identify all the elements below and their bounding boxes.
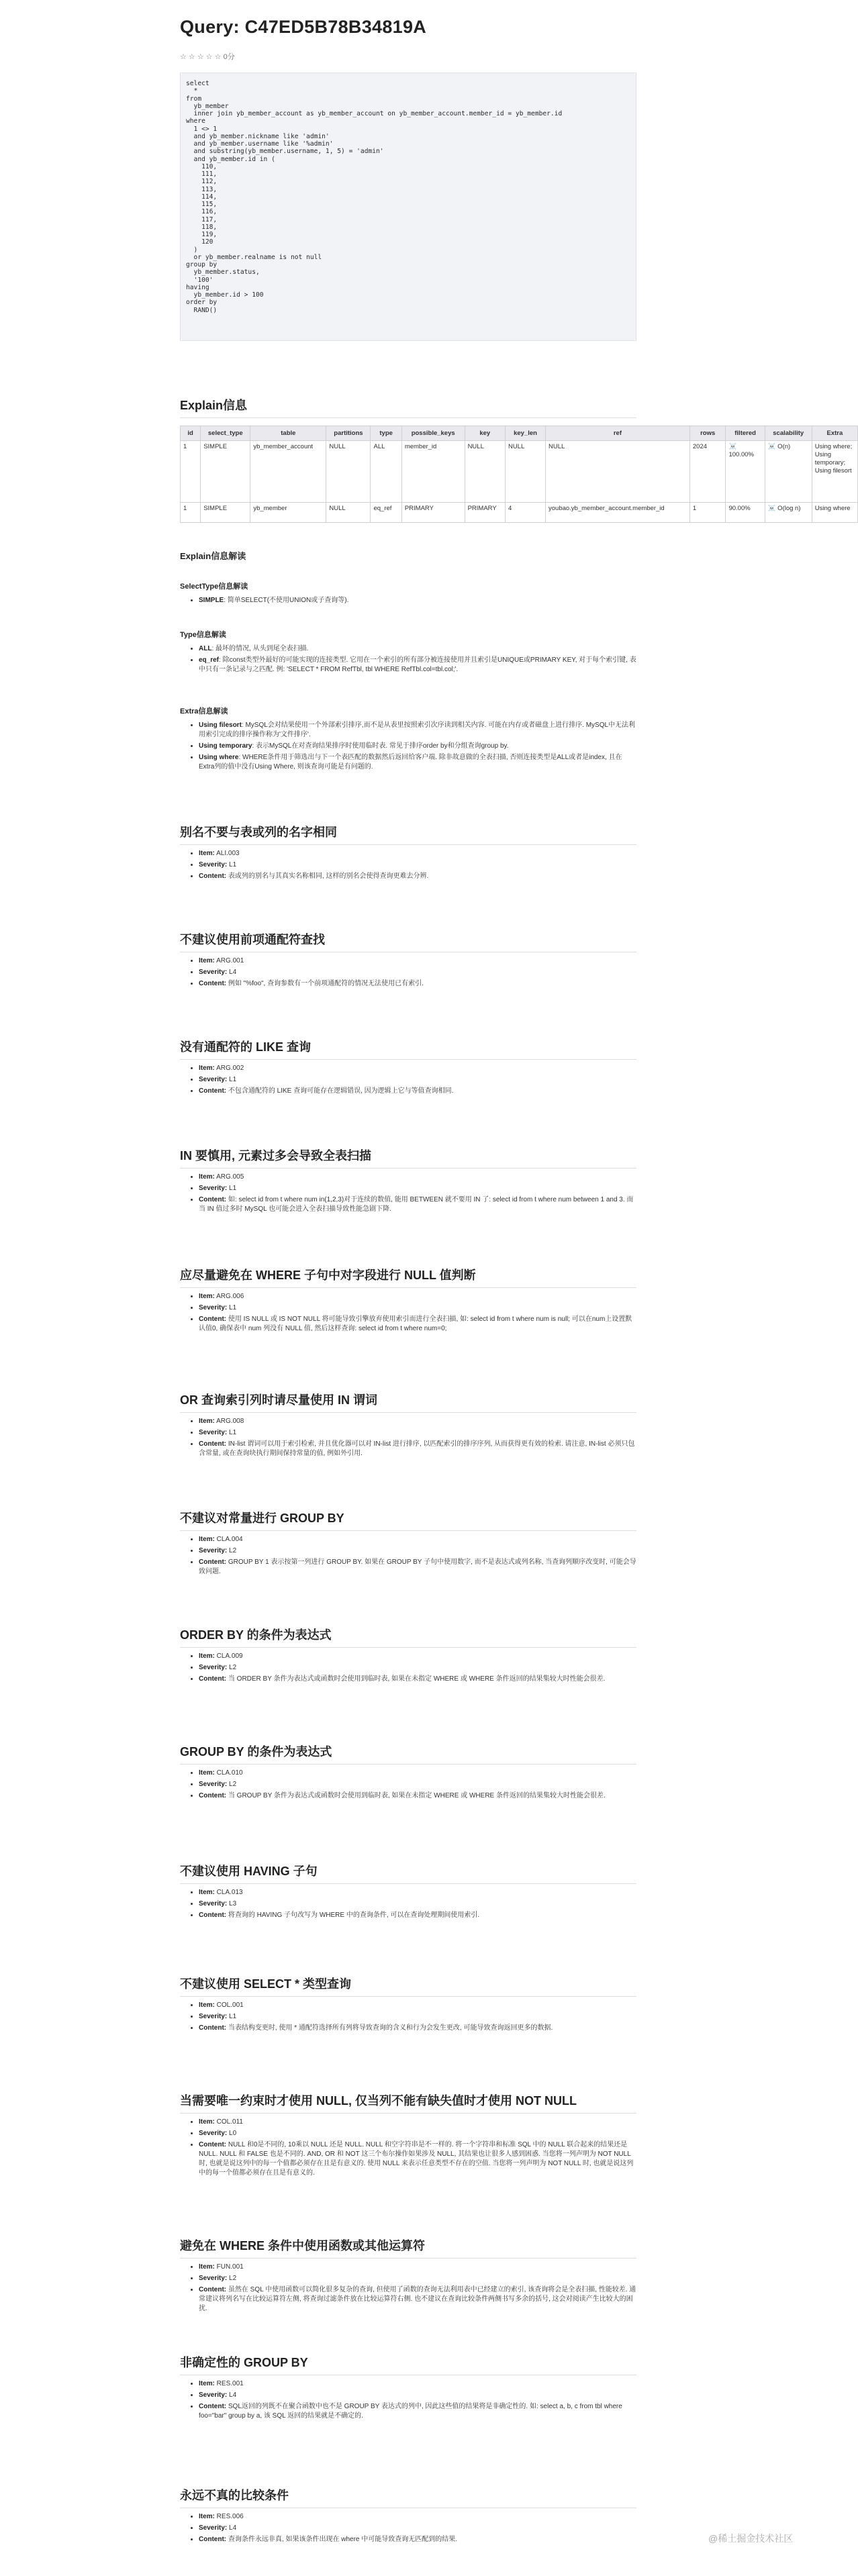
explain-col-header: filtered (726, 426, 765, 441)
rule-severity (199, 2274, 636, 2283)
rule-severity-value: L1 (227, 2013, 237, 2020)
rule-item-value: ARG.008 (214, 1418, 244, 1425)
rule-details (180, 2001, 636, 2033)
rule-severity-value: L2 (227, 1547, 237, 1554)
rule-severity (199, 1663, 636, 1673)
table-cell: Using where (812, 503, 857, 523)
rule-item-label: Item: (199, 2118, 215, 2126)
rule-item (199, 1652, 636, 1661)
rule-severity (199, 2129, 636, 2138)
rule-section (180, 2355, 636, 2423)
rule-severity-label: Severity: (199, 1900, 228, 1908)
rule-item (199, 1535, 636, 1544)
rule-content-value: 查询条件永远非真, 如果该条件出现在 where 中可能导致查询无匹配到的结果. (226, 2536, 458, 2543)
rule-section (180, 824, 636, 883)
rule-details (180, 2118, 636, 2178)
rule-item-value: RES.006 (214, 2513, 244, 2520)
rule-section (180, 1627, 636, 1686)
explain-table-body (181, 441, 858, 523)
rule-severity-value: L2 (227, 2275, 237, 2282)
rule-content-label: Content: (199, 1912, 227, 1919)
rule-item-value: CLA.004 (214, 1536, 243, 1543)
rule-severity-label: Severity: (199, 2013, 228, 2020)
rule-content (199, 1558, 636, 1577)
rule-severity-label: Severity: (199, 1547, 228, 1554)
rule-content-label: Content: (199, 2403, 227, 2410)
table-cell: 4 (506, 503, 546, 523)
rule-severity-label: Severity: (199, 2275, 228, 2282)
table-cell: 90.00% (726, 503, 765, 523)
rule-section (180, 1148, 636, 1216)
rule-severity (199, 1899, 636, 1909)
explain-heading: Explain信息 (180, 397, 636, 418)
rule-details (180, 2263, 636, 2314)
item-label: Using temporary (199, 742, 252, 750)
item-text: : 简单SELECT(不使用UNION或子查询等). (224, 597, 349, 604)
rule-content-label: Content: (199, 1196, 227, 1203)
rule-item (199, 1173, 636, 1182)
rule-content (199, 2140, 636, 2178)
extra-info-block (180, 706, 636, 774)
rule-heading: 避免在 WHERE 条件中使用函数或其他运算符 (180, 2238, 636, 2259)
type-info-block (180, 630, 636, 677)
explain-col-header: select_type (201, 426, 250, 441)
rule-section (180, 932, 636, 991)
rule-section (180, 2487, 636, 2546)
rule-severity-value: L0 (227, 2130, 237, 2137)
explain-col-header: scalability (765, 426, 812, 441)
rule-item-value: CLA.010 (214, 1769, 243, 1777)
rule-content (199, 1195, 636, 1214)
rule-severity-label: Severity: (199, 1076, 228, 1083)
explain-col-header: key (465, 426, 505, 441)
list-item (199, 596, 636, 605)
item-text: : 除const类型外最好的可能实现的连接类型. 它用在一个索引的所有部分被连接使用并且索引是UNIQUE或PRIMARY KEY, 对于每个索引键, 表中只有一条记录与之匹配. 例: 'SELECT * FROM RefTbl, tbl WHERE RefTbl.col=tbl.col;'. (199, 656, 636, 673)
rule-heading: 不建议使用 HAVING 子句 (180, 1863, 636, 1884)
rule-severity (199, 2524, 636, 2533)
table-cell: member_id (401, 441, 465, 503)
rule-content-label: Content: (199, 873, 227, 880)
rule-content-value: 使用 IS NULL 或 IS NOT NULL 将可能导致引擎放弃使用索引而进行全表扫描, 如: select id from t where num is null; 可以在num上设置默认值0, 确保表中 num 列没有 NULL 值, 然后这样查询: select id from t where num=0; (199, 1316, 632, 1332)
rule-details (180, 1769, 636, 1801)
rule-content-value: 当 ORDER BY 条件为表达式或函数时会使用到临时表, 如果在未指定 WHERE 或 WHERE 条件返回的结果集较大时性能会很差. (226, 1675, 606, 1683)
explain-col-header: table (250, 426, 326, 441)
table-cell: NULL (326, 503, 371, 523)
list-item (199, 656, 636, 675)
item-label: SIMPLE (199, 597, 224, 604)
rule-severity-value: L4 (227, 969, 237, 976)
rule-heading: 非确定性的 GROUP BY (180, 2355, 636, 2375)
rule-content-value: NULL 和0是不同的, 10乘以 NULL 还是 NULL. NULL 和空字符串是不一样的. 将一个字符串和标准 SQL 中的 NULL 联合起来的结果还是 NULL. NULL 和 FALSE 也是不同的. AND, OR 和 NOT 这三个布尔操作如果涉及 NULL, 其结果也让很多人感到困惑. 当您将一列声明为 NOT NULL 时, 也就是说这列中的每一个值都必须存在且是有意义的. 使用 NULL 来表示任意类型不存在的空值. 当您将一列声明为 NOT NULL 时, 也就是说这列中的每一个值都必须存在且是有意义的. (199, 2141, 634, 2177)
rule-content-label: Content: (199, 1675, 227, 1683)
rule-details (180, 1535, 636, 1577)
table-cell: 1 (181, 503, 201, 523)
rule-severity-label: Severity: (199, 1781, 228, 1788)
rule-content-value: GROUP BY 1 表示按第一列进行 GROUP BY. 如果在 GROUP BY 子句中使用数字, 而不是表达式或列名称, 当查询列顺序改变时, 可能会导致问题. (199, 1558, 636, 1575)
rule-severity (199, 1303, 636, 1313)
rule-severity-value: L1 (227, 1076, 237, 1083)
table-cell: NULL (506, 441, 546, 503)
rule-section (180, 2238, 636, 2316)
rule-content (199, 2285, 636, 2314)
rule-severity-value: L2 (227, 1664, 237, 1671)
rule-severity (199, 1075, 636, 1085)
rule-heading: 没有通配符的 LIKE 查询 (180, 1039, 636, 1060)
rule-item-label: Item: (199, 1769, 215, 1777)
rule-section (180, 2093, 636, 2180)
type-info-list (180, 644, 636, 675)
rule-heading: ORDER BY 的条件为表达式 (180, 1627, 636, 1648)
list-item (199, 721, 636, 740)
rule-severity-value: L1 (227, 1429, 237, 1436)
watermark: @稀土掘金技术社区 (708, 2533, 794, 2544)
rule-details (180, 1173, 636, 1214)
rule-details (180, 1888, 636, 1920)
table-cell: 1 (689, 503, 726, 523)
rule-item (199, 1292, 636, 1301)
table-cell: PRIMARY (401, 503, 465, 523)
rule-item-value: RES.001 (214, 2380, 244, 2387)
rule-section (180, 1039, 636, 1098)
rule-severity (199, 2391, 636, 2400)
rule-content (199, 1315, 636, 1334)
table-cell: PRIMARY (465, 503, 505, 523)
rule-content-label: Content: (199, 1087, 227, 1095)
rule-content-label: Content: (199, 1792, 227, 1799)
item-text: : MySQL会对结果使用一个外部索引排序,而不是从表里按照索引次序读到相关内容. 可能在内存或者磁盘上进行排序. MySQL中无法利用索引完成的排序操作称为'文件排序'. (199, 722, 636, 738)
rule-item (199, 1769, 636, 1778)
rule-content-label: Content: (199, 2286, 227, 2293)
table-cell: 1 (181, 441, 201, 503)
rule-content-value: 例如 "%foo", 查询参数有一个前项通配符的情况无法使用已有索引. (226, 980, 424, 987)
rule-item (199, 1064, 636, 1073)
rule-item-value: ARG.001 (214, 957, 244, 964)
list-item (199, 753, 636, 772)
rule-details (180, 1292, 636, 1334)
rule-severity (199, 2012, 636, 2022)
rule-section (180, 1744, 636, 1803)
item-text: : 最坏的情况, 从头到尾全表扫描. (211, 645, 309, 652)
rule-item-value: ALI.003 (214, 850, 240, 857)
explain-table-wrapper (180, 426, 858, 523)
list-item (199, 644, 636, 654)
rule-content (199, 2024, 636, 2033)
item-text: : 表示MySQL在对查询结果排序时使用临时表. 常见于排序order by和分组查询group by. (252, 742, 509, 750)
rule-content-value: IN-list 谓词可以用于索引检索, 并且优化器可以对 IN-list 进行排序, 以匹配索引的排序序列, 从而获得更有效的检索. 请注意, IN-list 必须只包含常量, 或在查询块执行期间保持常量的值, 例如外引用. (199, 1440, 635, 1457)
table-cell: ☠️ O(n) (765, 441, 812, 503)
table-cell: youbao.yb_member_account.member_id (546, 503, 690, 523)
rule-content (199, 1675, 636, 1684)
rule-item (199, 956, 636, 966)
extra-info-heading: Extra信息解读 (180, 707, 228, 715)
rule-item-label: Item: (199, 1173, 215, 1181)
rule-details (180, 849, 636, 881)
rule-item-label: Item: (199, 957, 215, 964)
rule-severity-label: Severity: (199, 1185, 228, 1192)
rule-heading: 永远不真的比较条件 (180, 2487, 636, 2508)
item-text: : WHERE条件用于筛选出与下一个表匹配的数据然后返回给客户端. 除非故意做的全表扫描, 否则连接类型是ALL或者是index, 且在Extra列的值中没有Using Where, 则该查询可能是有问题的. (199, 754, 622, 771)
rule-item-label: Item: (199, 1064, 215, 1072)
rule-severity-value: L4 (227, 2391, 237, 2399)
rule-content-value: 如: select id from t where num in(1,2,3)对于连续的数值, 能用 BETWEEN 就不要用 IN 了: select id from t where num between 1 and 3. 而当 IN 值过多时 MySQL 也可能会进入全表扫描导致性能急剧下降. (199, 1196, 634, 1213)
table-cell: yb_member_account (250, 441, 326, 503)
rule-severity-label: Severity: (199, 2130, 228, 2137)
table-cell: NULL (465, 441, 505, 503)
rule-item-label: Item: (199, 1889, 215, 1896)
rule-item (199, 2379, 636, 2389)
rule-details (180, 1417, 636, 1458)
rule-content-label: Content: (199, 1558, 227, 1566)
rule-item-value: ARG.006 (214, 1293, 244, 1300)
rule-item (199, 2118, 636, 2127)
rule-severity-label: Severity: (199, 1429, 228, 1436)
rule-item-value: COL.011 (214, 2118, 243, 2126)
rule-severity-value: L1 (227, 1185, 237, 1192)
rule-item-value: ARG.002 (214, 1064, 244, 1072)
rule-content (199, 1791, 636, 1801)
rule-content-value: 不包含通配符的 LIKE 查询可能存在逻辑错误, 因为逻辑上它与等值查询相同. (226, 1087, 454, 1095)
select-type-heading: SelectType信息解读 (180, 583, 248, 591)
list-item (199, 742, 636, 751)
rule-item-value: FUN.001 (214, 2263, 244, 2271)
table-row (181, 441, 858, 503)
rule-heading: 当需要唯一约束时才使用 NULL, 仅当列不能有缺失值时才使用 NOT NULL (180, 2093, 636, 2114)
rule-item (199, 1888, 636, 1897)
rule-item-label: Item: (199, 2513, 215, 2520)
rule-item (199, 849, 636, 858)
rule-content (199, 2402, 636, 2421)
rule-content (199, 979, 636, 989)
rule-content-label: Content: (199, 1316, 227, 1323)
rating-stars: ☆ ☆ ☆ ☆ ☆ 0分 (180, 53, 235, 61)
rule-content-value: SQL返回的列既不在聚合函数中也不是 GROUP BY 表达式的列中, 因此这些值的结果将是非确定性的. 如: select a, b, c from tbl where foo="bar" group by a, 该 SQL 返回的结果就是不确定的. (199, 2403, 622, 2420)
rule-severity (199, 968, 636, 977)
select-type-block (180, 581, 636, 607)
rule-item-label: Item: (199, 1293, 215, 1300)
table-cell: ALL (371, 441, 401, 503)
table-cell: NULL (546, 441, 690, 503)
table-cell: Using where; Using temporary; Using filesort (812, 441, 857, 503)
rule-heading: OR 查询索引列时请尽量使用 IN 谓词 (180, 1392, 636, 1413)
sql-code-block: select * from yb_member inner join yb_member_account as yb_member_account on yb_member_account.member_id = yb_member.id where 1 <> 1 and yb_member.nickname like 'admin' and yb_member.username like '%admin' and substring(yb_member.username, 1, 5) = 'admin' and yb_member.id in ( 110, 111, 112, 113, 114, 115, 116, 117, 118, 119, 120 ) or yb_member.realname is not null group by yb_member.status, '100' having yb_member.id > 100 order by RAND() (180, 72, 636, 341)
rule-content-value: 当表结构变更时, 使用 * 通配符选择所有列将导致查询的含义和行为会发生更改, 可能导致查询返回更多的数据. (226, 2024, 553, 2032)
page-title: Query: C47ED5B78B34819A (180, 17, 427, 37)
rule-content-label: Content: (199, 980, 227, 987)
rule-section (180, 1510, 636, 1579)
report-page (180, 0, 636, 341)
type-info-heading: Type信息解读 (180, 631, 226, 639)
rule-item (199, 2263, 636, 2272)
rule-heading: 不建议使用 SELECT * 类型查询 (180, 1976, 636, 1997)
rule-section (180, 1267, 636, 1336)
rule-severity (199, 1780, 636, 1789)
rule-severity-label: Severity: (199, 2524, 228, 2532)
rule-item-label: Item: (199, 2263, 215, 2271)
rule-content-value: 虽然在 SQL 中使用函数可以简化很多复杂的查询, 但使用了函数的查询无法利用表中已经建立的索引, 该查询将会是全表扫描, 性能较差. 通常建议将列名写在比较运算符左侧, 将查询过滤条件放在比较运算符右侧. 也不建议在查询比较条件两侧书写多余的括号, 这会对阅读产生比较大的困扰. (199, 2286, 636, 2312)
rule-heading: GROUP BY 的条件为表达式 (180, 1744, 636, 1765)
rule-content-label: Content: (199, 2141, 227, 2148)
rule-severity-label: Severity: (199, 969, 228, 976)
rule-heading: 不建议使用前项通配符查找 (180, 932, 636, 952)
table-cell: 2024 (689, 441, 726, 503)
rule-content-label: Content: (199, 2024, 227, 2032)
table-cell: ☠️ 100.00% (726, 441, 765, 503)
rule-details (180, 1652, 636, 1684)
rule-item-value: COL.001 (214, 2001, 244, 2009)
rule-item-label: Item: (199, 1536, 215, 1543)
rule-heading: 应尽量避免在 WHERE 子句中对字段进行 NULL 值判断 (180, 1267, 636, 1288)
rule-content-label: Content: (199, 2536, 227, 2543)
item-label: Using filesort (199, 722, 242, 729)
rule-severity-value: L3 (227, 1900, 237, 1908)
explain-col-header: type (371, 426, 401, 441)
rule-section (180, 1392, 636, 1460)
rule-severity-label: Severity: (199, 1304, 228, 1311)
table-cell: NULL (326, 441, 371, 503)
rule-severity-label: Severity: (199, 2391, 228, 2399)
item-label: Using where (199, 754, 239, 761)
table-cell: SIMPLE (201, 503, 250, 523)
rule-severity-value: L1 (227, 861, 237, 869)
extra-info-list (180, 721, 636, 772)
rule-item (199, 2001, 636, 2010)
table-row (181, 503, 858, 523)
explain-col-header: key_len (506, 426, 546, 441)
explain-col-header: possible_keys (401, 426, 465, 441)
item-label: eq_ref (199, 656, 220, 664)
explain-col-header: ref (546, 426, 690, 441)
rule-severity-label: Severity: (199, 1664, 228, 1671)
rule-item-value: CLA.013 (214, 1889, 243, 1896)
rule-details (180, 956, 636, 989)
explain-col-header: partitions (326, 426, 371, 441)
rule-content (199, 872, 636, 881)
explain-table-head (181, 426, 858, 441)
rule-item-label: Item: (199, 2380, 215, 2387)
rule-item-label: Item: (199, 2001, 215, 2009)
table-cell: yb_member (250, 503, 326, 523)
rule-item (199, 2512, 636, 2522)
select-type-list (180, 596, 636, 605)
rule-details (180, 2379, 636, 2421)
table-cell: eq_ref (371, 503, 401, 523)
rule-heading: 不建议对常量进行 GROUP BY (180, 1510, 636, 1531)
explain-col-header: rows (689, 426, 726, 441)
rule-severity-label: Severity: (199, 861, 228, 869)
rule-section (180, 1976, 636, 2035)
explain-col-header: Extra (812, 426, 857, 441)
interpret-heading: Explain信息解读 (180, 551, 246, 561)
rule-details (180, 2512, 636, 2544)
rule-item (199, 1417, 636, 1426)
rule-heading: 别名不要与表或列的名字相同 (180, 824, 636, 845)
rule-content-value: 当 GROUP BY 条件为表达式或函数时会使用到临时表, 如果在未指定 WHERE 或 WHERE 条件返回的结果集较大时性能会很差. (226, 1792, 606, 1799)
rule-severity (199, 1546, 636, 1556)
explain-header-row (181, 426, 858, 441)
rule-severity (199, 1428, 636, 1438)
rule-content (199, 1440, 636, 1458)
rule-section (180, 1863, 636, 1922)
item-label: ALL (199, 645, 212, 652)
rule-severity-value: L1 (227, 1304, 237, 1311)
rule-heading: IN 要慎用, 元素过多会导致全表扫描 (180, 1148, 636, 1169)
explain-col-header: id (181, 426, 201, 441)
rule-item-label: Item: (199, 1652, 215, 1660)
rule-content-value: 表或列的别名与其真实名称相同, 这样的别名会使得查询更难去分辨. (226, 873, 429, 880)
rule-content-label: Content: (199, 1440, 227, 1448)
rule-content-value: 将查询的 HAVING 子句改写为 WHERE 中的查询条件, 可以在查询处理期间使用索引. (226, 1912, 480, 1919)
rule-severity-value: L4 (227, 2524, 237, 2532)
rule-item-label: Item: (199, 1418, 215, 1425)
rule-details (180, 1064, 636, 1096)
table-cell: ☠️ O(log n) (765, 503, 812, 523)
explain-table (180, 426, 858, 523)
rule-item-value: CLA.009 (214, 1652, 243, 1660)
rule-severity-value: L2 (227, 1781, 237, 1788)
rule-item-value: ARG.005 (214, 1173, 244, 1181)
rule-content (199, 2535, 636, 2544)
rule-content (199, 1087, 636, 1096)
rule-item-label: Item: (199, 850, 215, 857)
rule-content (199, 1911, 636, 1920)
rule-severity (199, 860, 636, 870)
rule-severity (199, 1184, 636, 1193)
table-cell: SIMPLE (201, 441, 250, 503)
